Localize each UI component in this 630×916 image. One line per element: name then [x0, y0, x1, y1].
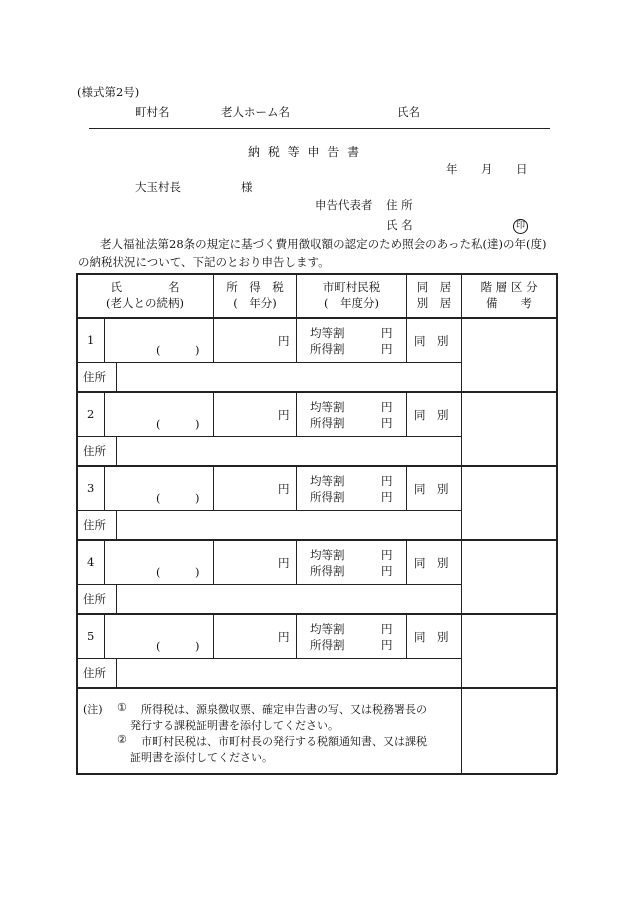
row-divider [76, 658, 462, 659]
representative-label: 申告代表者 [315, 198, 373, 212]
row-number: 2 [87, 407, 95, 421]
income-levy-yen: 円 [381, 638, 393, 652]
address-col-line [116, 658, 117, 687]
address-label: 住所 [83, 370, 106, 384]
address-label: 住所 [83, 518, 106, 532]
table-left-border [76, 273, 78, 774]
per-capita-yen: 円 [381, 400, 393, 414]
row-col-line [213, 391, 214, 436]
col-header-category: 階 層 区 分 [480, 280, 538, 294]
per-capita-yen: 円 [381, 622, 393, 636]
header-underline [89, 128, 550, 129]
col-header-municipal-tax: 市町村民税 [322, 280, 381, 294]
notes-label: (注) [83, 703, 103, 716]
block-divider [76, 465, 557, 467]
declarant-name-label: 氏 名 [386, 218, 413, 232]
note-1-text-cont: 発行する課税証明書を添付してください。 [130, 719, 339, 732]
row-col-line [296, 613, 297, 658]
row-col-line [406, 465, 407, 510]
row-col-line [296, 539, 297, 584]
col-header-cohabiting: 同 居 [416, 280, 452, 294]
municipality-label: 町村名 [135, 105, 170, 119]
table-bottom-border [76, 773, 557, 775]
row-divider [76, 362, 462, 363]
col-header-income-year: ( 年分) [233, 296, 277, 310]
row-number: 3 [87, 481, 95, 495]
per-capita-label: 均等割 [310, 400, 345, 414]
row-col-line [104, 317, 105, 362]
address-label: 住所 [83, 444, 106, 458]
col-header-name: 氏 名 [110, 280, 180, 294]
relation-parens: ( ) [156, 491, 200, 505]
per-capita-label: 均等割 [310, 622, 345, 636]
row-col-line [213, 539, 214, 584]
page-title: 納 税 等 申 告 書 [248, 145, 362, 159]
row-col-line [213, 465, 214, 510]
row-col-line [406, 391, 407, 436]
relation-parens: ( ) [156, 343, 200, 357]
row-col-line [406, 613, 407, 658]
row-col-line [461, 539, 462, 613]
home-name-label: 老人ホーム名 [221, 105, 290, 119]
note-1-mark: ① [117, 701, 127, 714]
income-tax-yen: 円 [278, 482, 290, 496]
col-header-income-tax: 所 得 税 [226, 280, 284, 294]
per-capita-yen: 円 [381, 326, 393, 340]
income-levy-label: 所得割 [310, 416, 345, 430]
per-capita-label: 均等割 [310, 326, 345, 340]
row-col-line [296, 391, 297, 436]
col-header-separate: 別 居 [416, 296, 452, 310]
income-levy-yen: 円 [381, 416, 393, 430]
address-col-line [116, 584, 117, 613]
per-capita-yen: 円 [381, 548, 393, 562]
income-levy-label: 所得割 [310, 342, 345, 356]
row-col-line [406, 317, 407, 362]
income-tax-yen: 円 [278, 556, 290, 570]
address-col-line [116, 436, 117, 465]
addressee-name: 大玉村長 [135, 180, 181, 194]
income-tax-yen: 円 [278, 334, 290, 348]
row-col-line [104, 465, 105, 510]
col-header-remarks: 備 考 [486, 296, 532, 310]
relation-parens: ( ) [156, 417, 200, 431]
row-col-line [104, 539, 105, 584]
income-tax-yen: 円 [278, 630, 290, 644]
cohabitation-status[interactable]: 同 別 [414, 556, 449, 570]
row-number: 1 [87, 333, 95, 347]
block-divider [76, 613, 557, 615]
row-col-line [104, 613, 105, 658]
note-2-text-cont: 証明書を添付してください。 [130, 751, 273, 764]
date-day: 日 [516, 162, 528, 176]
row-divider [76, 436, 462, 437]
relation-parens: ( ) [156, 565, 200, 579]
seal-icon: 印 [513, 219, 528, 234]
relation-parens: ( ) [156, 639, 200, 653]
address-label: 住 所 [386, 198, 413, 212]
row-divider [76, 510, 462, 511]
row-number: 4 [87, 555, 95, 569]
form-number: (様式第2号) [77, 85, 140, 99]
income-levy-label: 所得割 [310, 490, 345, 504]
income-levy-yen: 円 [381, 490, 393, 504]
resident-name-label: 氏名 [397, 105, 420, 119]
cohabitation-status[interactable]: 同 別 [414, 408, 449, 422]
row-divider [76, 584, 462, 585]
row-col-line [461, 613, 462, 687]
notes-col-line [461, 687, 462, 773]
col-header-relation: (老人との続柄) [106, 296, 184, 310]
cohabitation-status[interactable]: 同 別 [414, 630, 449, 644]
row-col-line [461, 465, 462, 539]
row-col-line [213, 613, 214, 658]
row-col-line [213, 317, 214, 362]
per-capita-label: 均等割 [310, 474, 345, 488]
table-top-border [76, 273, 557, 275]
date-year: 年 [446, 162, 458, 176]
cohabitation-status[interactable]: 同 別 [414, 334, 449, 348]
per-capita-yen: 円 [381, 474, 393, 488]
row-number: 5 [87, 629, 95, 643]
income-levy-yen: 円 [381, 342, 393, 356]
note-2-text: 市町村民税は、市町村長の発行する税額通知書、又は課税 [141, 735, 427, 748]
row-col-line [296, 465, 297, 510]
address-label: 住所 [83, 592, 106, 606]
row-col-line [104, 391, 105, 436]
row-col-line [461, 391, 462, 465]
block-divider [76, 539, 557, 541]
table-right-border [556, 273, 558, 774]
income-levy-yen: 円 [381, 564, 393, 578]
seal-mark [513, 217, 528, 234]
row-col-line [296, 317, 297, 362]
row-col-line [406, 539, 407, 584]
date-month: 月 [481, 162, 493, 176]
address-label: 住所 [83, 666, 106, 680]
per-capita-label: 均等割 [310, 548, 345, 562]
income-levy-label: 所得割 [310, 638, 345, 652]
declaration-text: 老人福祉法第28条の規定に基づく費用徴収額の認定のため照会のあった私(達)の年(度)の納税状況について、下記のとおり申告します。 [78, 237, 547, 269]
block-divider [76, 687, 557, 689]
income-levy-label: 所得割 [310, 564, 345, 578]
block-divider [76, 391, 557, 393]
address-col-line [116, 510, 117, 539]
note-1-text: 所得税は、源泉徴収票、確定申告書の写、又は税務署長の [141, 703, 427, 716]
cohabitation-status[interactable]: 同 別 [414, 482, 449, 496]
addressee-honorific: 様 [241, 180, 253, 194]
col-header-municipal-year: ( 年度分) [324, 296, 379, 310]
row-col-line [461, 317, 462, 391]
note-2-mark: ② [117, 733, 127, 746]
address-col-line [116, 362, 117, 391]
income-tax-yen: 円 [278, 408, 290, 422]
header-row-divider [76, 317, 557, 319]
